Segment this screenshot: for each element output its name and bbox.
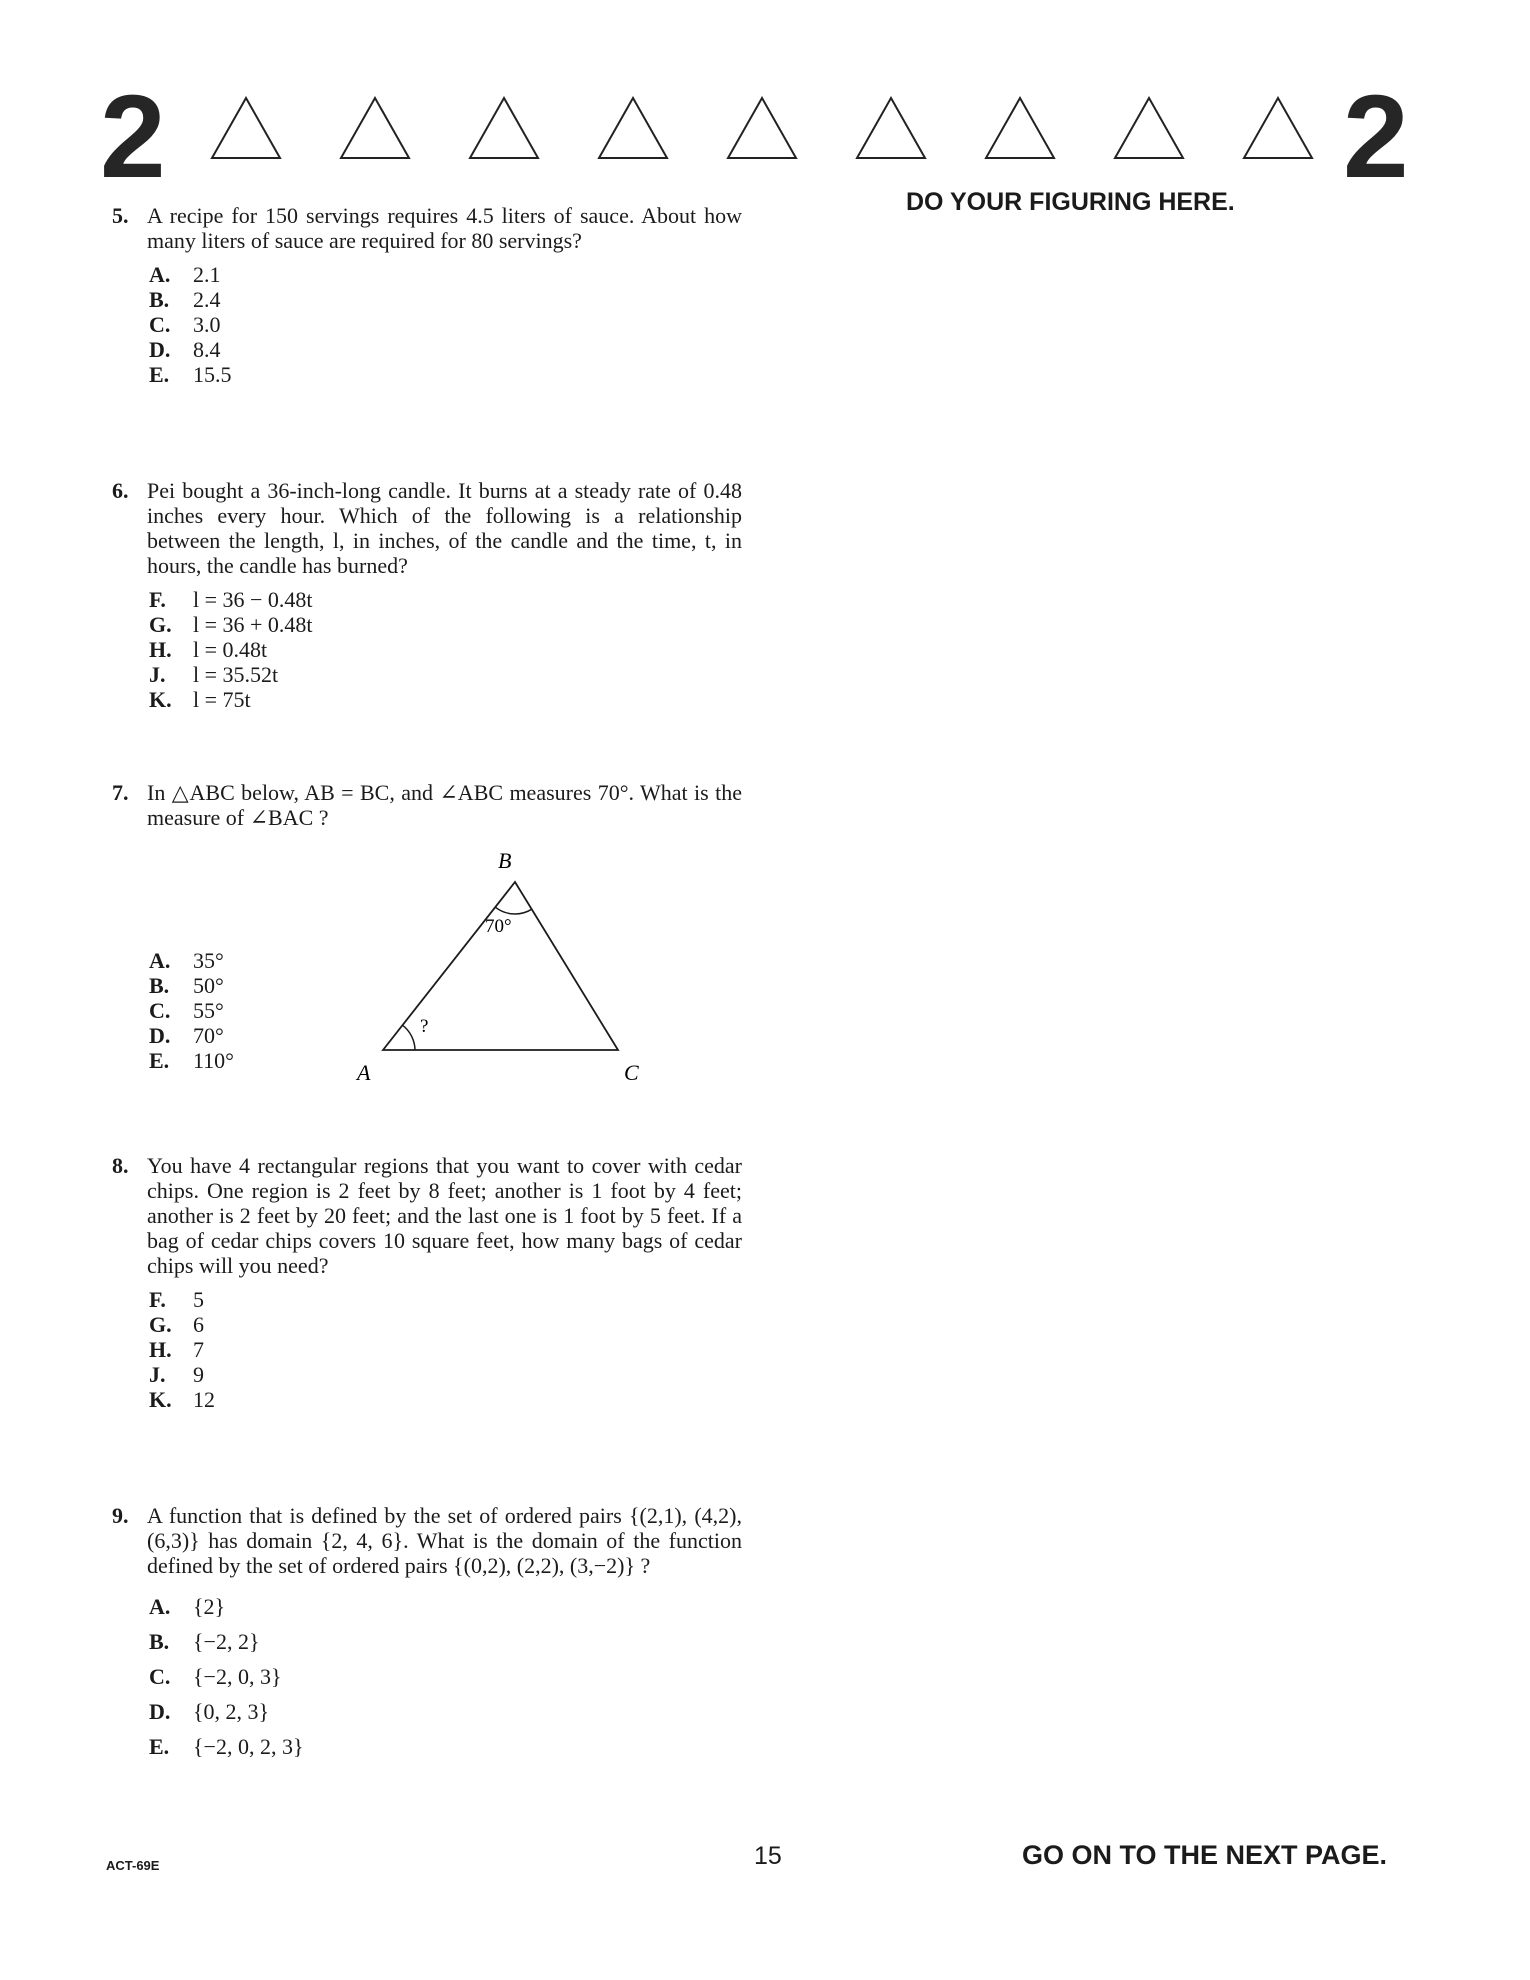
question-9 [112, 1503, 742, 1769]
answer-option[interactable] [149, 362, 742, 387]
option-letter: D. [149, 337, 171, 362]
header-triangle-icon [468, 96, 540, 160]
option-letter: C. [149, 312, 171, 337]
answer-option[interactable] [149, 1362, 742, 1387]
answer-option[interactable] [149, 587, 742, 612]
next-page-note: GO ON TO THE NEXT PAGE. [1022, 1840, 1388, 1870]
answer-option[interactable] [149, 662, 742, 687]
option-letter: A. [149, 1594, 171, 1619]
option-letter: C. [149, 1664, 171, 1689]
answer-option[interactable] [149, 1337, 742, 1362]
answer-option[interactable] [149, 612, 742, 637]
option-text: 70° [193, 1023, 224, 1048]
answer-option[interactable] [149, 287, 742, 312]
option-letter: B. [149, 1629, 170, 1654]
option-letter: H. [149, 1337, 172, 1362]
answer-option[interactable] [149, 262, 742, 287]
form-code: ACT-69E [106, 1858, 160, 1873]
header-triangle-icon [726, 96, 798, 160]
page-number: 15 [754, 1842, 782, 1870]
figuring-note: DO YOUR FIGURING HERE. [906, 188, 1235, 216]
answer-option[interactable] [149, 1387, 742, 1412]
answer-option[interactable] [149, 1287, 742, 1312]
header-triangle-icon [855, 96, 927, 160]
option-letter: J. [149, 662, 166, 687]
option-letter: A. [149, 262, 171, 287]
answer-options [149, 262, 742, 387]
option-letter: F. [149, 587, 166, 612]
angle-b-label: 70° [485, 916, 512, 937]
option-text: 110° [193, 1048, 234, 1073]
option-letter: E. [149, 1048, 170, 1073]
header-triangle-icon [1113, 96, 1185, 160]
option-letter: K. [149, 687, 172, 712]
answer-options [149, 587, 742, 712]
triangle-outline [383, 882, 618, 1050]
option-letter: E. [149, 1734, 170, 1759]
answer-option[interactable] [149, 1734, 742, 1769]
answer-option[interactable] [149, 1699, 742, 1734]
angle-b-arc [495, 907, 532, 914]
option-letter: H. [149, 637, 172, 662]
option-text: l = 36 + 0.48t [193, 612, 313, 637]
header-triangle-icon [984, 96, 1056, 160]
option-text: 5 [193, 1287, 204, 1312]
option-text: l = 75t [193, 687, 251, 712]
header-triangle-icon [597, 96, 669, 160]
option-text: 7 [193, 1337, 204, 1362]
answer-option[interactable] [149, 337, 742, 362]
vertex-label-a: A [357, 1060, 371, 1085]
answer-option[interactable] [149, 1664, 742, 1699]
question-stem: In △ABC below, AB = BC, and ∠ABC measures 70°. What is the measure of ∠BAC ? [147, 780, 742, 830]
answer-option[interactable] [149, 1629, 742, 1664]
option-text: {0, 2, 3} [193, 1699, 270, 1724]
option-text: 8.4 [193, 337, 221, 362]
header-triangle-icon [210, 96, 282, 160]
option-text: 3.0 [193, 312, 221, 337]
option-letter: F. [149, 1287, 166, 1312]
answer-option[interactable] [149, 1312, 742, 1337]
option-letter: G. [149, 612, 172, 637]
question-number: 5. [112, 203, 129, 228]
answer-option[interactable] [149, 1594, 742, 1629]
question-number: 6. [112, 478, 129, 503]
angle-a-arc [403, 1025, 416, 1050]
option-letter: B. [149, 287, 170, 312]
option-letter: D. [149, 1699, 171, 1724]
question-stem: You have 4 rectangular regions that you want to cover with cedar chips. One region is 2 feet by 8 feet; another is 1 foot by 4 feet; another is 2 feet by 20 feet; and the last one is 1 foot by 5 feet. If a bag of cedar chips covers 10 square feet, how many bags of cedar chips will you need? [147, 1153, 742, 1278]
answer-option[interactable] [149, 687, 742, 712]
option-letter: G. [149, 1312, 172, 1337]
question-stem: A recipe for 150 servings requires 4.5 liters of sauce. About how many liters of sauce are required for 80 servings? [147, 203, 742, 253]
section-number-left: 2 [100, 71, 166, 203]
option-text: {−2, 0, 3} [193, 1664, 282, 1689]
question-6 [112, 478, 742, 712]
option-text: 12 [193, 1387, 215, 1412]
question-number: 9. [112, 1503, 129, 1528]
option-text: 35° [193, 948, 224, 973]
option-letter: J. [149, 1362, 166, 1387]
section-number-right: 2 [1343, 71, 1409, 203]
option-text: 2.4 [193, 287, 221, 312]
question-5 [112, 203, 742, 387]
option-text: 9 [193, 1362, 204, 1387]
option-letter: C. [149, 998, 171, 1023]
triangle-figure [350, 852, 650, 1092]
option-text: 6 [193, 1312, 204, 1337]
option-letter: E. [149, 362, 170, 387]
option-text: {−2, 2} [193, 1629, 260, 1654]
header-triangle-icon [339, 96, 411, 160]
option-text: 2.1 [193, 262, 221, 287]
option-text: l = 0.48t [193, 637, 268, 662]
option-text: {−2, 0, 2, 3} [193, 1734, 304, 1759]
vertex-label-c: C [624, 1060, 639, 1085]
question-8 [112, 1153, 742, 1412]
answer-option[interactable] [149, 637, 742, 662]
option-text: {2} [193, 1594, 226, 1619]
vertex-label-b: B [498, 852, 512, 873]
option-text: 15.5 [193, 362, 232, 387]
header-triangle-icon [1242, 96, 1314, 160]
option-text: l = 35.52t [193, 662, 279, 687]
question-number: 8. [112, 1153, 129, 1178]
answer-option[interactable] [149, 312, 742, 337]
angle-a-label: ? [420, 1016, 429, 1037]
option-text: 50° [193, 973, 224, 998]
option-letter: A. [149, 948, 171, 973]
question-number: 7. [112, 780, 129, 805]
option-letter: K. [149, 1387, 172, 1412]
answer-options [149, 1287, 742, 1412]
answer-options [149, 1594, 742, 1769]
option-text: 55° [193, 998, 224, 1023]
option-text: l = 36 − 0.48t [193, 587, 313, 612]
option-letter: B. [149, 973, 170, 998]
question-stem: A function that is defined by the set of ordered pairs {(2,1), (4,2), (6,3)} has domain {2, 4, 6}. What is the domain of the function defined by the set of ordered pairs {(0,2), (2,2), (3,−2)} ? [147, 1503, 742, 1578]
option-letter: D. [149, 1023, 171, 1048]
question-stem: Pei bought a 36-inch-long candle. It burns at a steady rate of 0.48 inches every hour. Which of the following is a relationship between the length, l, in inches, of the candle and the time, t, in hours, the candle has burned? [147, 478, 742, 578]
